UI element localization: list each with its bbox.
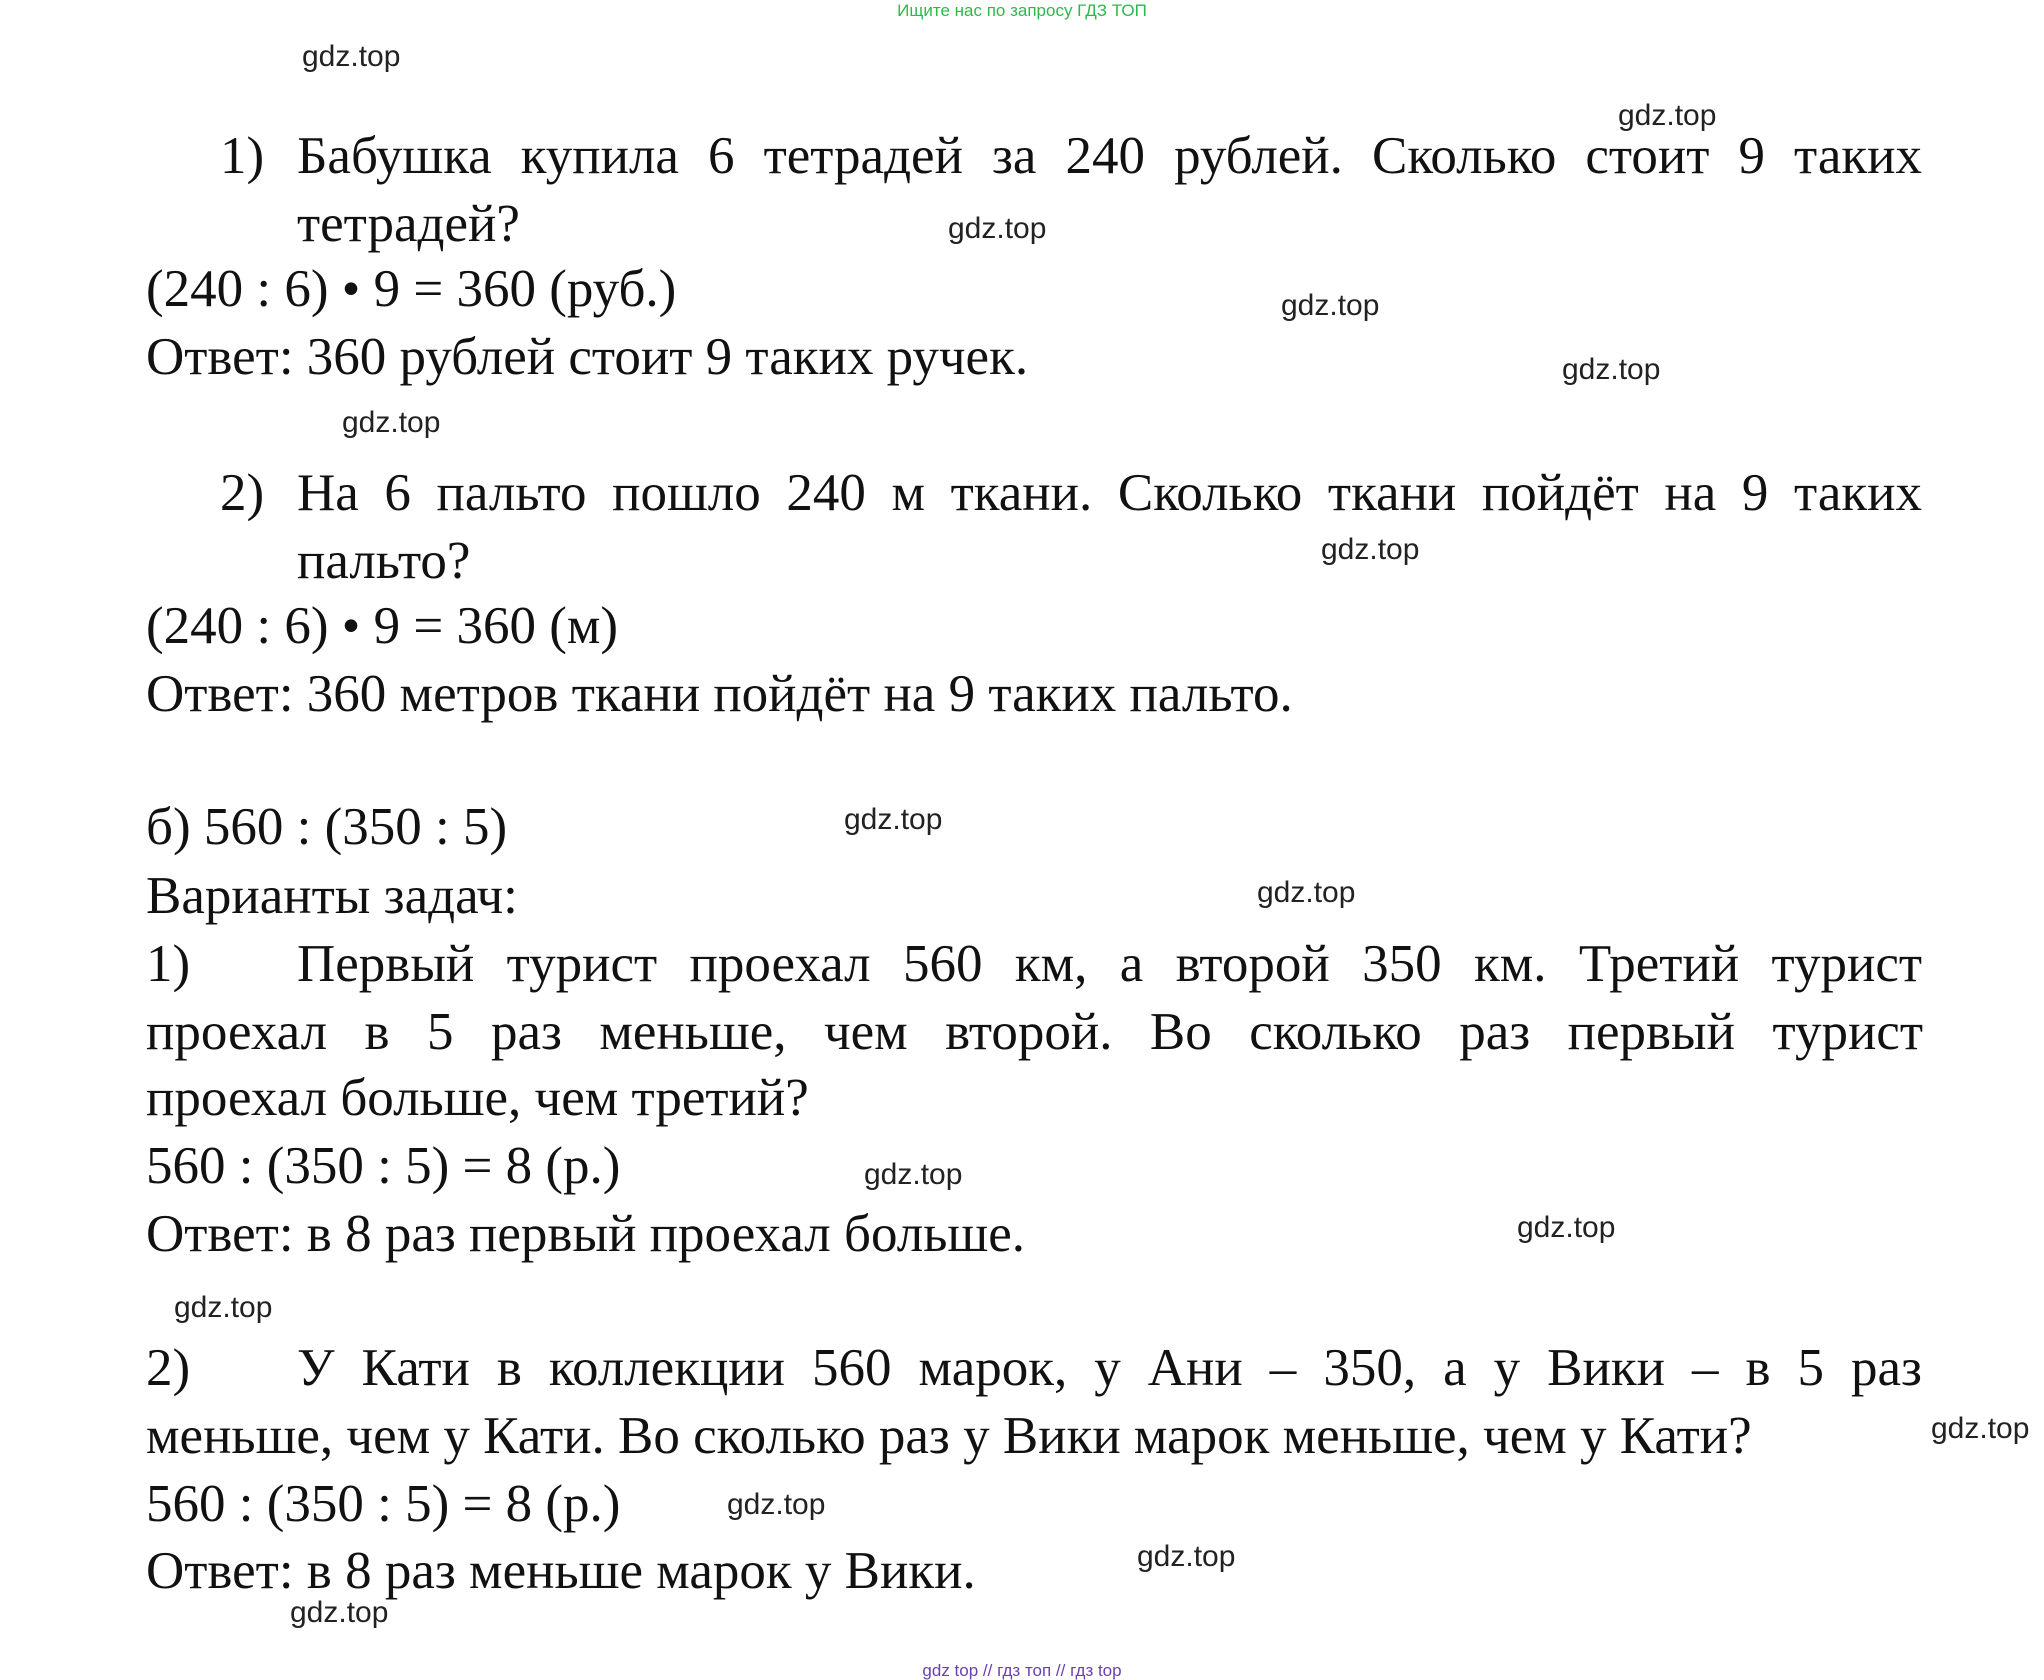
watermark: gdz.top [864, 1158, 963, 1191]
task-a1-line2: тетрадей? [297, 195, 520, 253]
part-b-expression: б) 560 : (350 : 5) [146, 798, 508, 856]
task-b2-answer: Ответ: в 8 раз меньше марок у Вики. [146, 1542, 976, 1600]
task-b1-answer: Ответ: в 8 раз первый проехал больше. [146, 1205, 1025, 1263]
watermark: gdz.top [302, 40, 401, 73]
task-a2-solution: (240 : 6) • 9 = 360 (м) [146, 597, 619, 655]
task-a1-number: 1) [220, 127, 265, 185]
task-b1-line3: проехал больше, чем третий? [146, 1069, 809, 1127]
watermark: gdz.top [727, 1488, 826, 1521]
watermark: gdz.top [290, 1596, 389, 1629]
watermark: gdz.top [1257, 876, 1356, 909]
task-a1-line1: Бабушка купила 6 тетрадей за 240 рублей. Сколько стоит 9 таких [297, 127, 1922, 185]
task-b1-number: 1) [146, 935, 191, 993]
task-b2-line1: У Кати в коллекции 560 марок, у Ани – 350, а у Вики – в 5 раз [297, 1339, 1922, 1397]
watermark: gdz.top [174, 1291, 273, 1324]
task-a2-number: 2) [220, 464, 265, 522]
watermark: gdz.top [1618, 99, 1717, 132]
watermark: gdz.top [1517, 1211, 1616, 1244]
watermark: gdz.top [948, 212, 1047, 245]
task-b1-solution: 560 : (350 : 5) = 8 (р.) [146, 1137, 621, 1195]
task-b2-number: 2) [146, 1339, 191, 1397]
watermark: gdz.top [1562, 353, 1661, 386]
task-a1-answer: Ответ: 360 рублей стоит 9 таких ручек. [146, 328, 1029, 386]
watermark: gdz.top [1281, 289, 1380, 322]
watermark: gdz.top [844, 803, 943, 836]
task-b1-line2: проехал в 5 раз меньше, чем второй. Во сколько раз первый турист [146, 1003, 1923, 1061]
task-b2-solution: 560 : (350 : 5) = 8 (р.) [146, 1475, 621, 1533]
task-b1-line1: Первый турист проехал 560 км, а второй 350 км. Третий турист [297, 935, 1922, 993]
footer-banner: gdz top // гдз топ // гдз top [922, 1661, 1122, 1680]
watermark: gdz.top [1137, 1540, 1236, 1573]
watermark: gdz.top [1931, 1412, 2030, 1445]
task-b2-line2: меньше, чем у Кати. Во сколько раз у Вики марок меньше, чем у Кати? [146, 1407, 1752, 1465]
header-banner: Ищите нас по запросу ГДЗ ТОП [897, 1, 1147, 20]
task-a1-solution: (240 : 6) • 9 = 360 (руб.) [146, 260, 677, 318]
watermark: gdz.top [342, 406, 441, 439]
watermark: gdz.top [1321, 533, 1420, 566]
part-b-variants-heading: Варианты задач: [146, 867, 518, 925]
task-a2-line1: На 6 пальто пошло 240 м ткани. Сколько ткани пойдёт на 9 таких [297, 464, 1922, 522]
task-a2-answer: Ответ: 360 метров ткани пойдёт на 9 таких пальто. [146, 665, 1293, 723]
task-a2-line2: пальто? [297, 532, 471, 590]
